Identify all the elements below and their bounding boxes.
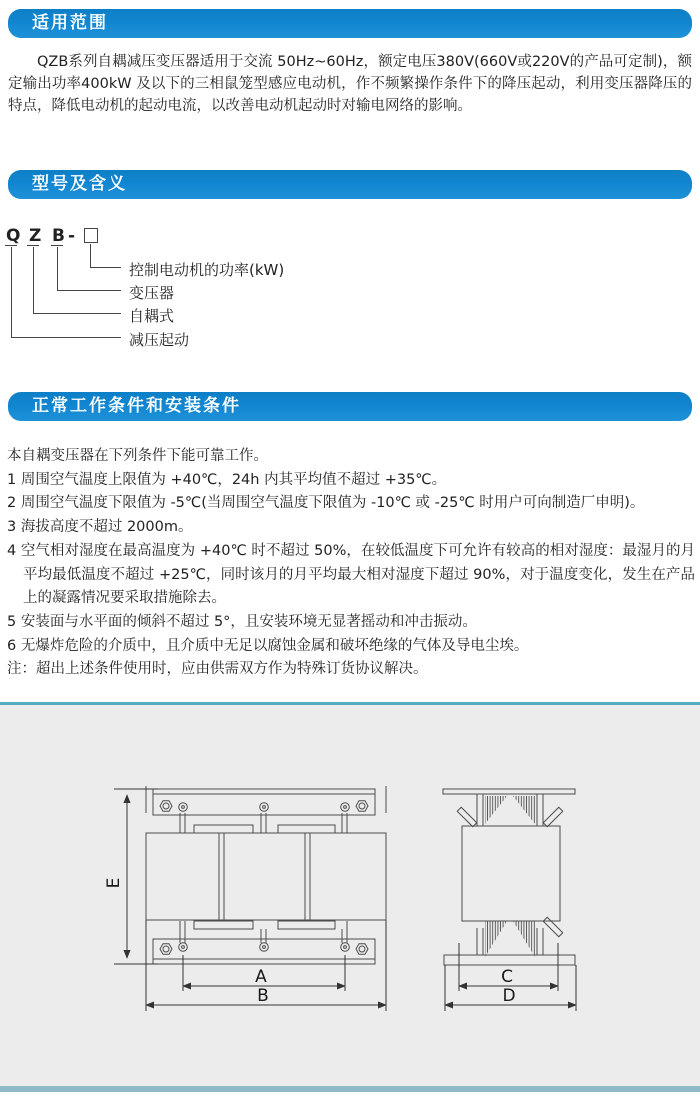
tick-under-q: [5, 245, 17, 246]
terminal-eyelet-icon: [179, 943, 350, 952]
dim-label-D: D: [502, 986, 516, 1006]
model-label-autocoupled: 自耦式: [129, 307, 175, 325]
section-title: 型号及含义: [32, 174, 127, 194]
model-placeholder-box: [84, 228, 98, 243]
lifting-lug-icon: [457, 807, 563, 937]
dim-label-B: B: [257, 986, 269, 1006]
winding-hatch: [485, 796, 507, 824]
winding-hatch: [513, 796, 535, 824]
model-letter-z: Z: [29, 226, 42, 246]
dimension-drawing-panel: [0, 702, 700, 1086]
section-header-scope: [8, 9, 692, 38]
model-letter-b: B: [52, 226, 65, 246]
tick-under-b: [51, 245, 63, 246]
winding-hatch: [485, 921, 507, 957]
connector-q: [11, 247, 121, 338]
model-label-stepdown: 减压起动: [129, 331, 190, 349]
section-header-model: [8, 170, 692, 199]
model-label-power: 控制电动机的功率(kW): [129, 261, 285, 279]
section-title: 适用范围: [32, 13, 108, 33]
model-letter-dash: -: [68, 226, 76, 246]
front-view: [146, 786, 386, 964]
conditions-note: 注：超出上述条件使用时，应由供需双方作为特殊订货协议解决。: [7, 661, 428, 678]
side-view: [443, 789, 575, 965]
scope-paragraph: QZB系列自耦减压变压器适用于交流 50Hz~60Hz，额定电压380V(660V或220V的产品可定制)，额定输出功率400kW 及以下的三相鼠笼型感应电动机，作不频繁操作条件下的降压起动，利用变压器降压的特点，降低电动机的起动电流，以改善电动机起动时对输电网络的影响。: [8, 54, 692, 114]
transformer-outline-drawing: [0, 705, 700, 1089]
terminal-eyelet-icon: [179, 803, 350, 812]
condition-item: 5 安装面与水平面的倾斜不超过 5°，且安装环境无显著摇动和冲击振动。: [7, 613, 477, 630]
condition-item: 6 无爆炸危险的介质中，且介质中无足以腐蚀金属和破坏绝缘的气体及导电尘埃。: [7, 637, 529, 654]
condition-item: 3 海拔高度不超过 2000m。: [7, 519, 193, 536]
condition-item: 1 周围空气温度上限值为 +40℃，24h 内其平均值不超过 +35℃。: [7, 471, 447, 488]
tick-under-z: [27, 245, 39, 246]
section-header-conditions: [8, 392, 692, 421]
dim-label-C: C: [501, 967, 513, 987]
page-bottom-strip: [0, 1086, 700, 1092]
condition-item: 4 空气相对湿度在最高温度为 +40℃ 时不超过 50%，在较低温度下可允许有较高的相对湿度：最湿月的月平均最低温度不超过 +25℃，同时该月的月平均最大相对湿度下超过 90%，对于温度变化，发生在产品上的凝露情况要采取措施除去。: [7, 542, 696, 607]
section-title: 正常工作条件和安装条件: [32, 396, 241, 416]
dim-label-A: A: [255, 967, 267, 987]
model-letter-q: Q: [6, 226, 21, 246]
conditions-intro: 本自耦变压器在下列条件下能可靠工作。: [7, 448, 268, 464]
dim-label-E: E: [104, 877, 124, 889]
model-label-transformer: 变压器: [129, 284, 175, 302]
conditions-list: [7, 445, 695, 682]
winding-hatch: [513, 921, 535, 957]
condition-item: 2 周围空气温度下限值为 -5℃(当周围空气温度下限值为 -10℃ 或 -25℃ 时用户可向制造厂申明)。: [7, 495, 645, 512]
dimension-E: [104, 789, 158, 964]
